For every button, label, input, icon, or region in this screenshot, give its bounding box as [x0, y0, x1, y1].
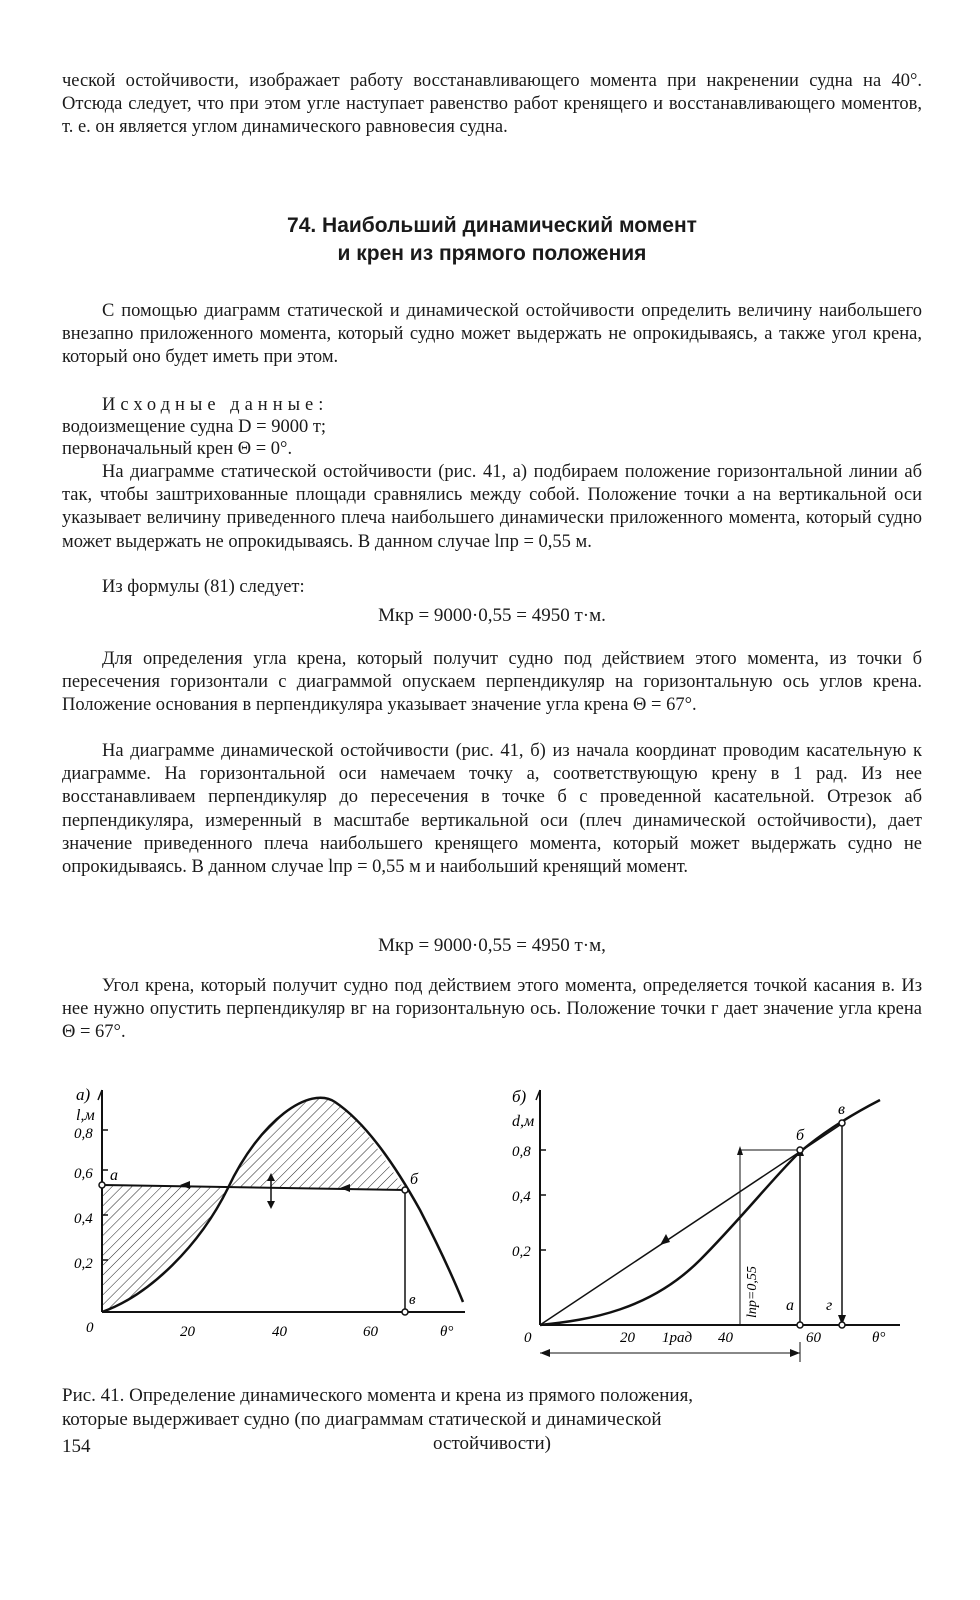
given-heading: Исходные данные: [102, 395, 329, 415]
x-tick-20: 20 [180, 1324, 195, 1340]
section-title-line1: 74. Наибольший динамический момент [287, 214, 697, 237]
y-axis-label: l,м [76, 1107, 95, 1124]
y-tick-08: 0,8 [74, 1126, 93, 1142]
paragraph-formula-ref: Из формулы (81) следует: [102, 577, 305, 597]
x-tick-20: 20 [620, 1330, 635, 1346]
point-b-label: б [796, 1127, 805, 1144]
point-a-label: а [786, 1297, 794, 1314]
x-tick-60: 60 [363, 1324, 378, 1340]
x-axis-unit: θ° [440, 1324, 454, 1340]
paragraph-static-diagram: На диаграмме статической остойчивости (рис. 41, а) подбираем положение горизонтальной линии аб так, чтобы заштрихованные площади сравнялись между собой. Положение точки а на вертикальной оси указывает величину приведенного плеча наибольшего динамически приложенного момента, который судно может выдержать не опрокидываясь. В данном случае lпр = 0,55 м. [62, 462, 922, 552]
x-tick-60: 60 [806, 1330, 821, 1346]
intro-paragraph: ческой остойчивости, изображает работу восстанавливающего момента при накренении судна на 40°. Отсюда следует, что при этом угле наступает равенство работ кренящего и восстанавливающего моментов, т. е. он является углом динамического равновесия судна. [62, 71, 922, 138]
y-tick-06: 0,6 [74, 1166, 93, 1182]
point-a-label: а [110, 1167, 118, 1184]
paragraph-tangent-point: Угол крена, который получит судно под действием этого момента, определяется точкой касания в. Из нее нужно опустить перпендикуляр вг на горизонтальную ось. Положение точки г дает значение угла крена Θ = 67°. [62, 976, 922, 1043]
y-tick-02: 0,2 [512, 1244, 531, 1260]
section-title-line2: и крен из прямого положения [337, 242, 647, 265]
paragraph-dynamic-diagram: На диаграмме динамической остойчивости (рис. 41, б) из начала координат проводим касательную к диаграмме. На горизонтальной оси намечаем точку а, соответствующую крену в 1 рад. Из нее восстанавливаем перпендикуляр до пересечения в точке б с проведенной касательной. Отрезок аб перпендикуляра, измеренный в масштабе вертикальной оси (плеч динамической остойчивости), дает значение приведенного плеча наибольшего кренящего момента, который может выдержать судно не опрокидываясь. В данном случае lпр = 0,55 м и наибольший кренящий момент. [62, 741, 922, 878]
x-tick-40: 40 [272, 1324, 287, 1340]
figure-caption-line3: остойчивости) [433, 1433, 551, 1454]
point-v-label: в [409, 1292, 416, 1308]
origin-label: 0 [86, 1320, 94, 1336]
panel-label-a: а) [76, 1085, 91, 1104]
given-initial-heel: первоначальный крен Θ = 0°. [62, 439, 293, 459]
figure-static-stability [60, 1080, 480, 1360]
figure-caption-line2: которые выдерживает судно (по диаграммам статической и динамической [62, 1409, 662, 1430]
y-tick-08: 0,8 [512, 1144, 531, 1160]
formula-moment-1: Мкр = 9000·0,55 = 4950 т·м. [378, 605, 606, 626]
lpr-label: lпр=0,55 [745, 1266, 760, 1318]
y-axis-label: d,м [512, 1113, 535, 1130]
origin-label: 0 [524, 1330, 532, 1346]
point-b-label: б [410, 1171, 419, 1188]
panel-label-b: б) [512, 1087, 527, 1106]
y-tick-04: 0,4 [74, 1211, 93, 1227]
y-tick-02: 0,2 [74, 1256, 93, 1272]
point-g-label: г [826, 1297, 833, 1314]
y-tick-04: 0,4 [512, 1189, 531, 1205]
x-tick-1rad: 1рад [662, 1330, 693, 1346]
given-displacement: водоизмещение судна D = 9000 т; [62, 417, 327, 437]
figure-caption-line1: Рис. 41. Определение динамического момента и крена из прямого положения, [62, 1385, 694, 1406]
paragraph-task: С помощью диаграмм статической и динамической остойчивости определить величину наибольшего внезапно приложенного момента, который судно может выдержать не опрокидываясь, а также угол крена, который оно будет иметь при этом. [62, 301, 922, 368]
hatched-area-lower [102, 1185, 228, 1312]
page-number: 154 [62, 1436, 91, 1457]
formula-moment-2: Мкр = 9000·0,55 = 4950 т·м, [378, 935, 606, 956]
point-v-label: в [838, 1101, 845, 1118]
x-axis-unit: θ° [872, 1330, 886, 1346]
x-tick-40: 40 [718, 1330, 733, 1346]
tangent-line [540, 1125, 840, 1325]
paragraph-heel-angle: Для определения угла крена, который получит судно под действием этого момента, из точки б пересечения горизонтали с диаграммой опускаем перпендикуляр на горизонтальную ось углов крена. Положение основания в перпендикуляра указывает значение угла крена Θ = 67°. [62, 649, 922, 716]
figure-dynamic-stability [500, 1080, 920, 1370]
